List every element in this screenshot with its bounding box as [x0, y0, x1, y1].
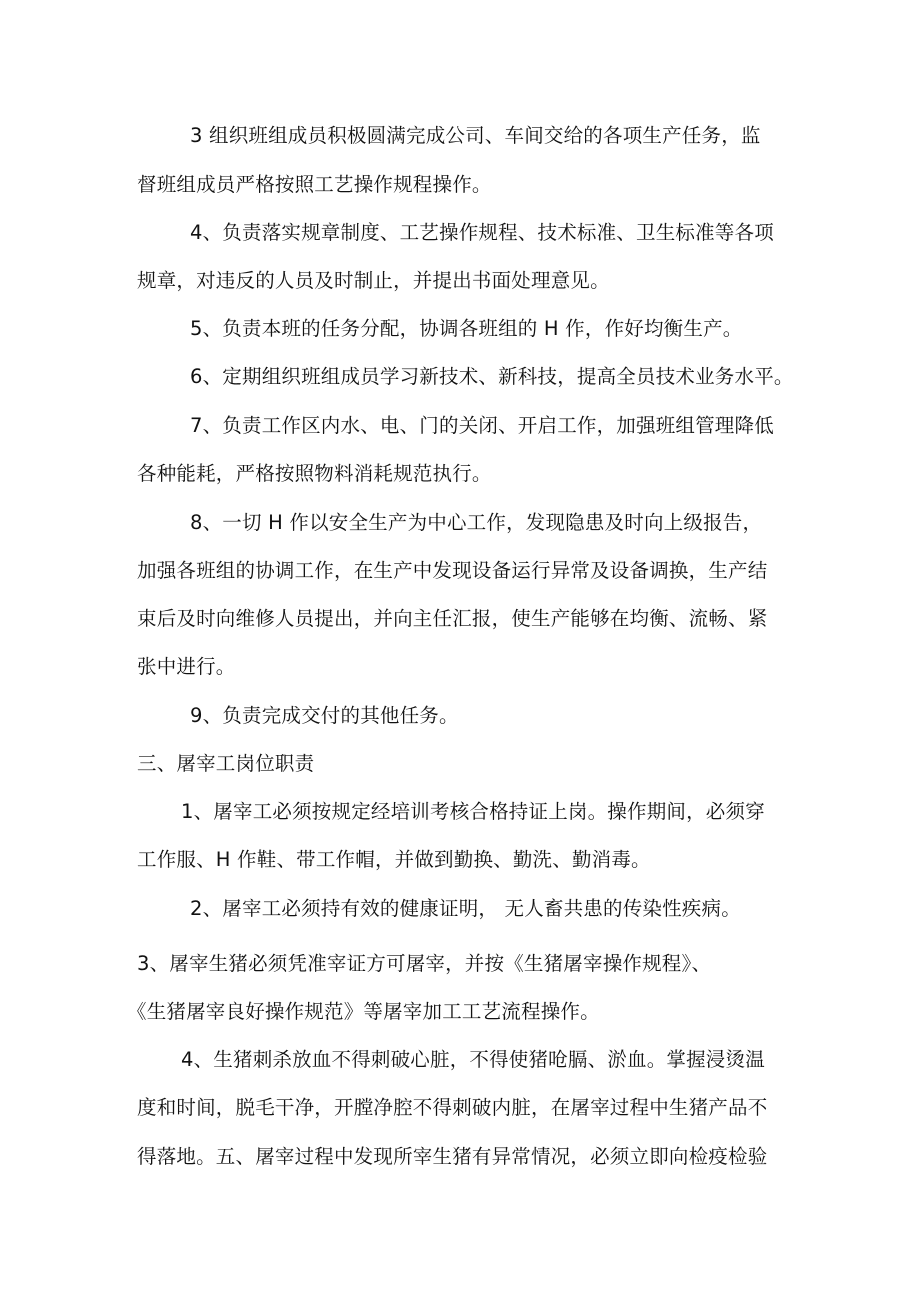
- text-line: 督班组成员严格按照工艺操作规程操作。: [137, 173, 492, 196]
- text-line: 3、屠宰生猪必须凭准宰证方可屠宰，并按《生猪屠宰操作规程》、: [137, 952, 712, 975]
- text-line: 加强各班组的协调工作，在生产中发现设备运行异常及设备调换，生产结: [137, 559, 768, 582]
- text-line: 工作服、H 作鞋、带工作帽，并做到勤换、勤洗、勤消毒。: [137, 848, 651, 871]
- text-line: 张中进行。: [137, 655, 236, 678]
- text-line: 7、负责工作区内水、电、门的关闭、开启工作，加强班组管理降低: [190, 414, 774, 437]
- text-line: 6、定期组织班组成员学习新技术、新科技，提高全员技术业务水平。: [190, 365, 794, 388]
- text-line: 各种能耗，严格按照物料消耗规范执行。: [137, 462, 492, 485]
- text-line: 规章，对违反的人员及时制止，并提出书面处理意见。: [137, 269, 610, 292]
- section-heading: 三、屠宰工岗位职责: [137, 752, 315, 775]
- text-line: 得落地。五、屠宰过程中发现所宰生猪有异常情况，必须立即向检疫检验: [137, 1145, 768, 1168]
- text-line: 4、生猪刺杀放血不得刺破心脏，不得使猪呛膈、淤血。掌握浸烫温: [181, 1048, 765, 1071]
- text-line: 3 组织班组成员积极圆满完成公司、车间交给的各项生产任务，监: [190, 124, 761, 147]
- text-line: 9、负责完成交付的其他任务。: [190, 704, 459, 727]
- text-line: 2、屠宰工必须持有效的健康证明， 无人畜共患的传染性疾病。: [190, 897, 741, 920]
- text-line: 8、一切 H 作以安全生产为中心工作，发现隐患及时向上级报告，: [190, 511, 763, 534]
- text-line: 5、负责本班的任务分配，协调各班组的 H 作，作好均衡生产。: [190, 317, 743, 340]
- text-line: 束后及时向维修人员提出，并向主任汇报，使生产能够在均衡、流畅、紧: [137, 607, 768, 630]
- text-line: 4、负责落实规章制度、工艺操作规程、技术标准、卫生标准等各项: [190, 221, 774, 244]
- text-line: 《生猪屠宰良好操作规范》等屠宰加工工艺流程操作。: [127, 1000, 600, 1023]
- text-line: 1、屠宰工必须按规定经培训考核合格持证上岗。操作期间，必须穿: [181, 800, 765, 823]
- text-line: 度和时间，脱毛干净，开膛净腔不得刺破内脏，在屠宰过程中生猪产品不: [137, 1096, 768, 1119]
